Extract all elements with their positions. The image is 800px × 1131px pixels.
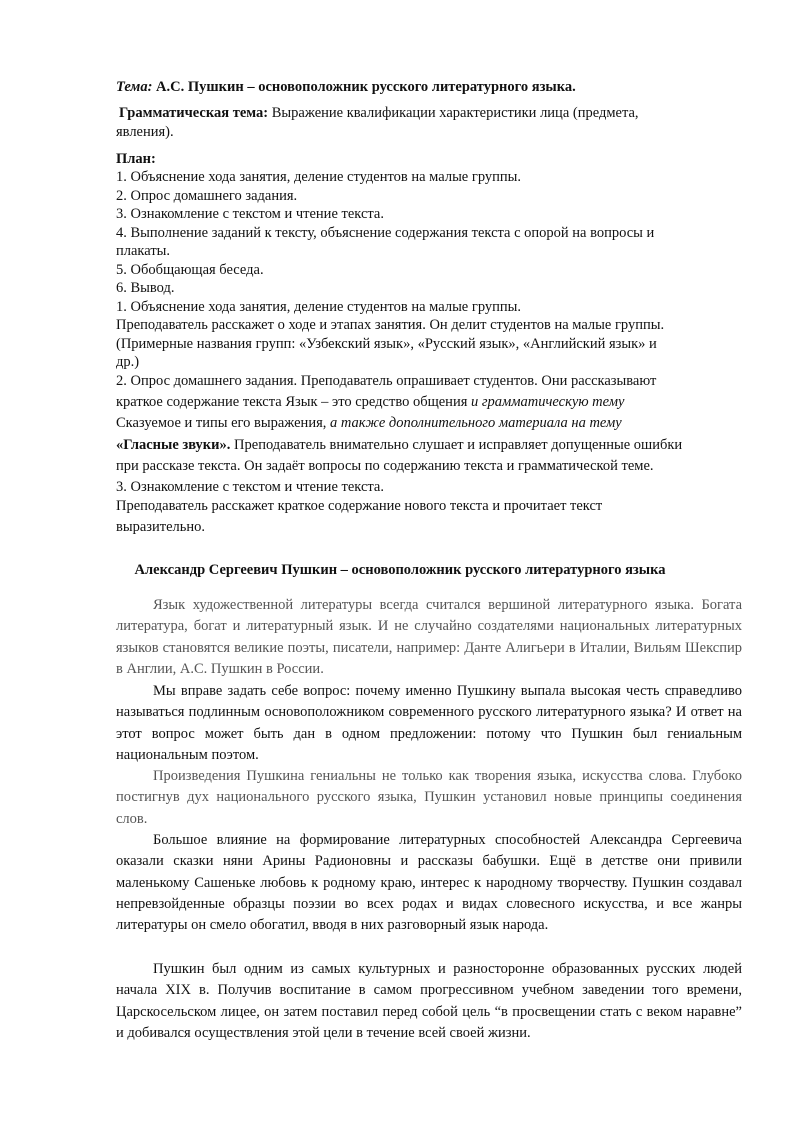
plan-line: плакаты. bbox=[116, 243, 171, 259]
plan-line: 1. Объяснение хода занятия, деление студентов на малые группы. bbox=[116, 169, 522, 185]
grammar-text: Выражение квалификации характеристики лица (предмета, bbox=[271, 105, 639, 121]
mixed-line-6: Преподаватель расскажет краткое содержание нового текста и прочитает текст bbox=[116, 498, 603, 514]
plan-line: 2. Опрос домашнего задания. bbox=[116, 188, 298, 204]
mixed-text: Преподаватель внимательно слушает и исправляет допущенные ошибки bbox=[230, 437, 683, 453]
plan-line: 1. Объяснение хода занятия, деление студентов на малые группы. bbox=[116, 299, 522, 315]
mixed-italic: и грамматическую тему bbox=[471, 394, 625, 410]
article-title: Александр Сергеевич Пушкин – основоположник русского литературного языка bbox=[134, 562, 666, 578]
topic-line bbox=[116, 78, 576, 96]
plan-line: др.) bbox=[116, 354, 140, 370]
article-paragraph: Мы вправе задать себе вопрос: почему именно Пушкину выпала высокая честь справедливо называться подлинным основоположником современного русского литературного языка? И ответ на этот вопрос может быть дан в одном предложении: потому что Пушкин был гениальным национальным поэтом. bbox=[116, 683, 742, 763]
mixed-line-2 bbox=[116, 414, 622, 432]
mixed-bold: «Гласные звуки». bbox=[116, 437, 231, 453]
mixed-line-3 bbox=[116, 436, 682, 454]
plan-label: План: bbox=[116, 151, 156, 167]
grammar-label: Грамматическая тема: bbox=[119, 105, 269, 121]
grammar-line-2: явления). bbox=[116, 124, 174, 140]
mixed-line-5: 3. Ознакомление с текстом и чтение текста. bbox=[116, 479, 384, 495]
plan-line: (Примерные названия групп: «Узбекский язык», «Русский язык», «Английский язык» и bbox=[116, 336, 657, 352]
mixed-text: Сказуемое и типы его выражения, bbox=[116, 415, 330, 431]
plan-line: 3. Ознакомление с текстом и чтение текста. bbox=[116, 206, 384, 222]
article-paragraph: Большое влияние на формирование литературных способностей Александра Сергеевича оказали сказки няни Арины Радионовны и рассказы бабушки. Ещё в детстве они привили маленькому Сашеньке любовь к родному краю, интерес к народному творчеству. Пушкин создавал непревзойденные образцы поэзии во всех родах и видах словесного искусства, и все жанры литературы он смело обогатил, вводя в них разговорный язык народа. bbox=[116, 832, 742, 934]
mixed-line-7: выразительно. bbox=[116, 519, 206, 535]
article-paragraph: Пушкин был одним из самых культурных и разносторонне образованных русских людей начала XIX в. Получив воспитание в самом прогрессивном учебном заведении того времени, Царскосельском лицее, он затем поставил перед собой цель “в просвещении стать с веком наравне” и добивался осуществления этой цели в течение всей своей жизни. bbox=[116, 961, 742, 1041]
topic-text: А.С. Пушкин – основоположник русского литературного языка. bbox=[156, 79, 576, 95]
mixed-line-4: при рассказе текста. Он задаёт вопросы по содержанию текста и грамматической теме. bbox=[116, 458, 654, 474]
article-paragraph: Произведения Пушкина гениальны не только как творения языка, искусства слова. Глубоко постигнув дух национального русского языка, Пушкин установил новые принципы соединения слов. bbox=[116, 768, 742, 827]
topic-label: Тема: bbox=[116, 79, 153, 95]
grammar-line-1 bbox=[119, 104, 639, 122]
mixed-text: краткое содержание текста Язык – это средство общения bbox=[116, 394, 471, 410]
plan-line: 6. Вывод. bbox=[116, 280, 175, 296]
plan-line: 4. Выполнение заданий к тексту, объяснение содержания текста с опорой на вопросы и bbox=[116, 225, 655, 241]
plan-line: 2. Опрос домашнего задания. Преподаватель опрашивает студентов. Они рассказывают bbox=[116, 373, 657, 389]
mixed-line-1 bbox=[116, 393, 624, 411]
plan-line: Преподаватель расскажет о ходе и этапах занятия. Он делит студентов на малые группы. bbox=[116, 317, 665, 333]
mixed-italic: а также дополнительного материала на тему bbox=[330, 415, 622, 431]
article-paragraph: Язык художественной литературы всегда считался вершиной литературного языка. Богата литература, богат и литературный язык. И не случайно создателями национальных литературных языков становятся великие поэты, писатели, например: Данте Алигьери в Италии, Вильям Шекспир в Англии, А.С. Пушкин в России. bbox=[116, 597, 742, 677]
plan-line: 5. Обобщающая беседа. bbox=[116, 262, 264, 278]
